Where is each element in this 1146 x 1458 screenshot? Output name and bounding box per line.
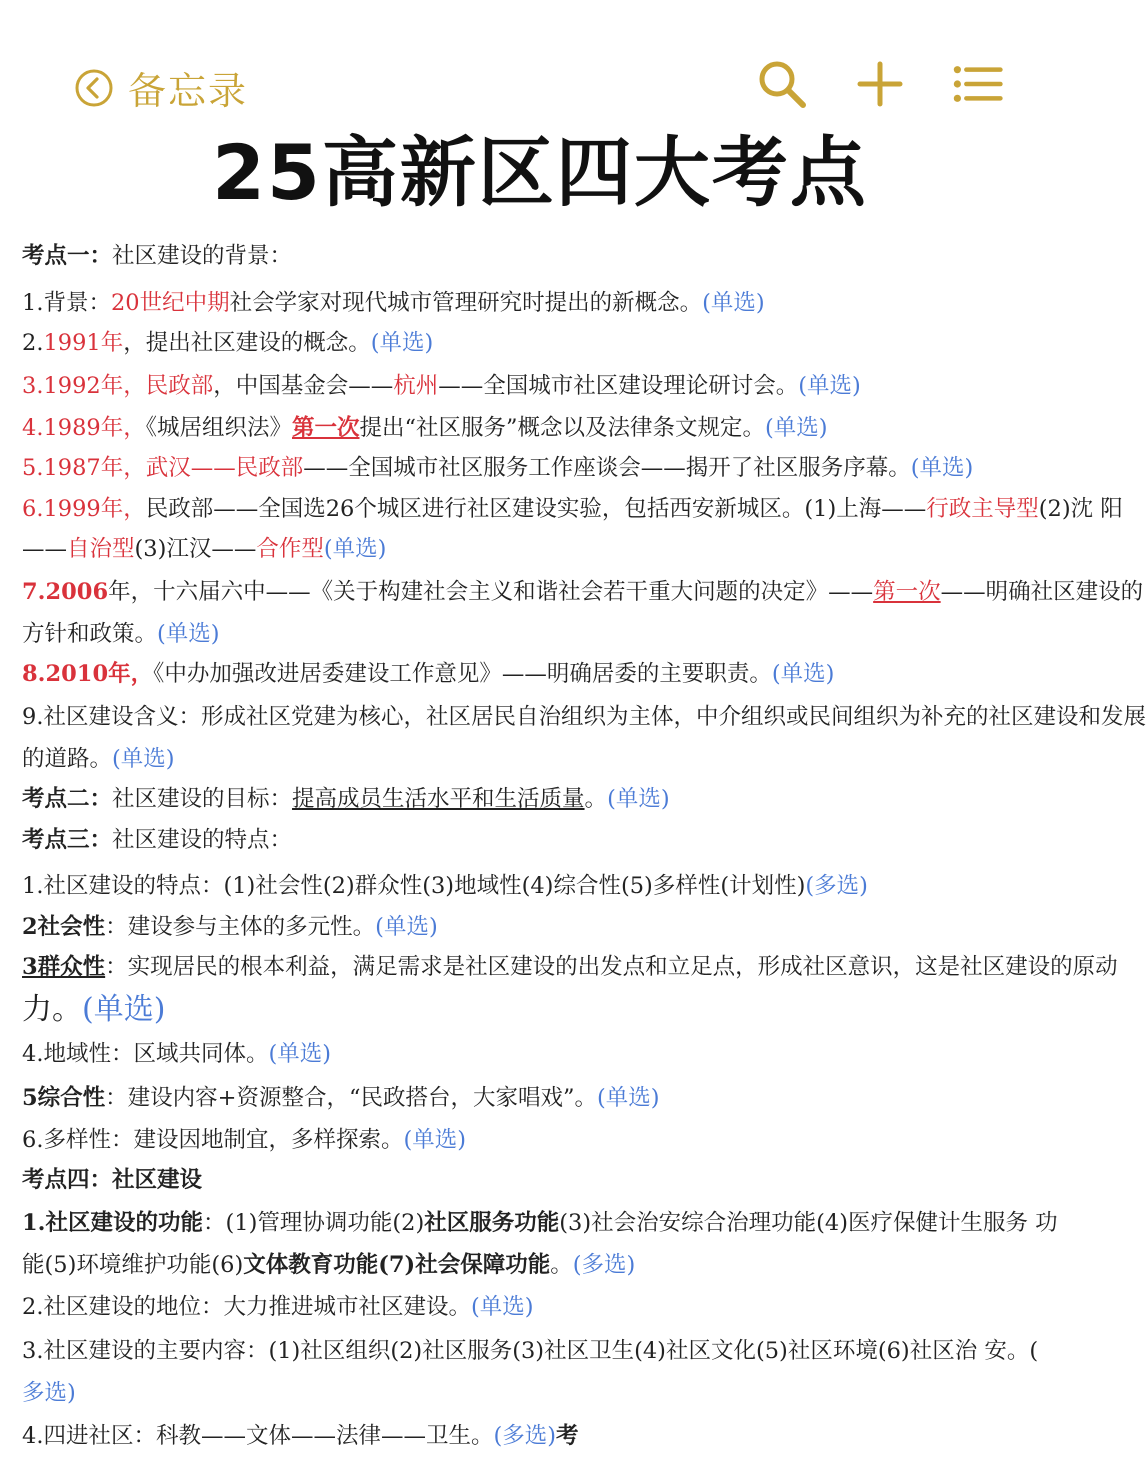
bold-term: 2社会性 — [22, 913, 106, 940]
line-text: ：(1)管理协调功能(2) — [203, 1209, 425, 1236]
point-line-continued — [22, 1245, 1067, 1286]
tag-single: (单选) — [112, 745, 175, 772]
section-3-heading — [22, 820, 1067, 861]
point-line — [22, 695, 1146, 739]
back-button[interactable] — [74, 60, 248, 115]
list-icon[interactable] — [952, 58, 1004, 110]
note-body — [22, 236, 1146, 1458]
search-icon[interactable] — [756, 58, 808, 110]
point-line-continued — [22, 988, 1067, 1032]
line-text: 《中办加强改进居委建设工作意见》——明确居委的主要职责。 — [153, 661, 772, 687]
circle-chevron-left-icon — [74, 68, 114, 108]
tag-single: (单选) — [607, 786, 670, 812]
highlight-red-underlined: 第一次 — [873, 578, 941, 605]
line-text: ：建设内容+资源整合，“民政搭台，大家唱戏”。 — [105, 1084, 598, 1111]
heading-text: 社区建设的特点： — [112, 826, 293, 853]
line-text: ——全国城市社区服务工作座谈会——揭开了社区服务序幕。 — [303, 455, 911, 481]
page-title: 25高新区四大考点 — [212, 128, 868, 217]
highlight-red: 6.1999年， — [22, 495, 146, 522]
point-line — [22, 654, 1067, 695]
heading-label: 考点一： — [22, 243, 113, 269]
tag-single: (单选) — [910, 455, 974, 481]
top-bar — [0, 0, 1080, 120]
tag-single: (单选) — [470, 1294, 534, 1320]
tag-single: (单选) — [157, 620, 220, 647]
highlight-red: 4.1989年， — [22, 414, 146, 441]
line-text: ：建设参与主体的多元性。 — [105, 913, 376, 940]
bold-term: 5综合性 — [22, 1084, 106, 1111]
line-text: 提出“社区服务”概念以及法律条文规定。 — [359, 414, 766, 441]
tag-single: (单选) — [268, 1040, 332, 1067]
line-text: (2)沈 阳 — [1038, 495, 1123, 522]
point-line — [22, 448, 1067, 489]
line-text: 方针和政策。 — [22, 620, 158, 647]
highlight-red: 合作型 — [256, 536, 324, 562]
line-text: 4.四进社区：科教——文体——法律——卫生。 — [22, 1422, 494, 1449]
highlight-red: 8.2010年， — [22, 661, 154, 687]
highlight-red: 5.1987年，武汉——民政部 — [22, 455, 304, 481]
tag-single: (单选) — [771, 661, 835, 687]
line-text: 1.社区建设的特点：(1)社会性(2)群众性(3)地域性(4)综合性(5)多样性(计划性) — [22, 873, 806, 899]
bold-term: 社区服务功能 — [424, 1209, 560, 1236]
line-text: —— — [22, 536, 67, 562]
tag-single: (单选) — [798, 372, 861, 399]
tag-single: (单选) — [597, 1084, 660, 1111]
tag-multi: (多选) — [493, 1422, 557, 1449]
point-line — [22, 1285, 1067, 1329]
point-line-continued — [22, 529, 1067, 570]
point-line — [22, 364, 1067, 408]
underlined-text: 提高成员生活水平和生活质量 — [292, 786, 585, 812]
point-line — [22, 323, 1067, 364]
highlight-red: 自治型 — [67, 536, 135, 562]
line-text: 考 — [556, 1422, 579, 1449]
tag-multi: (多选) — [805, 873, 868, 899]
tag-single: (单选) — [403, 1126, 467, 1153]
heading-text: 社区建设的背景： — [112, 243, 293, 269]
highlight-red-underlined: 第一次 — [292, 414, 360, 441]
line-text: 。 — [584, 786, 608, 812]
bold-term: 3群众性 — [22, 954, 106, 980]
highlight-red: 杭州 — [393, 372, 439, 399]
line-text: 民政部——全国选26个城区进行社区建设实验，包括西安新城区。(1)上海—— — [145, 495, 927, 522]
highlight-red: 行政主导型 — [926, 495, 1039, 522]
tag-single: (单选) — [323, 536, 387, 562]
point-line-continued — [22, 739, 1067, 780]
section-2-heading — [22, 779, 1067, 820]
tag-single: (单选) — [765, 414, 828, 441]
highlight-red: 3.1992年，民政部 — [22, 372, 214, 399]
point-line — [22, 489, 1123, 530]
section-4-heading: 考点四：社区建设 — [22, 1167, 203, 1193]
line-text: ——明确社区建设的 — [940, 578, 1144, 605]
line-text: 2.社区建设的地位：大力推进城市社区建设。 — [22, 1294, 471, 1320]
line-text: 9.社区建设含义：形成社区党建为核心，社区居民自治组织为主体，中介组织或民间组织为补充的社区建设和发展 — [22, 703, 1146, 730]
tag-multi: 多选) — [22, 1380, 76, 1406]
tag-single: (单选) — [375, 913, 438, 940]
point-line — [22, 866, 1067, 907]
line-text: 4.地域性：区域共同体。 — [22, 1040, 269, 1067]
line-text: 年，十六届六中——《关于构建社会主义和谐社会若干重大问题的决定》—— — [108, 578, 874, 605]
highlight-red: 7.2006 — [22, 578, 109, 605]
line-text: 社会学家对现代城市管理研究时提出的新概念。 — [229, 289, 703, 316]
line-text: 能(5)环境维护功能(6) — [22, 1251, 244, 1278]
bold-term: 1.社区建设的功能 — [22, 1209, 203, 1236]
line-text: (3)江汉—— — [134, 536, 257, 562]
line-text: 3.社区建设的主要内容：(1)社区组织(2)社区服务(3)社区卫生(4)社区文化(5)社区环境(6)社区治 安。( — [22, 1338, 1039, 1364]
heading-label: 考点三： — [22, 826, 113, 853]
line-text: ——全国城市社区建设理论研讨会。 — [438, 372, 799, 399]
point-line — [22, 907, 1067, 948]
tag-single: (单选) — [702, 289, 765, 316]
point-line — [22, 408, 1067, 449]
point-line — [22, 570, 1144, 614]
point-line-continued — [22, 614, 1067, 655]
tag-multi: (多选) — [572, 1251, 636, 1278]
line-text: 2. — [22, 330, 44, 356]
point-line — [22, 1329, 1067, 1373]
line-text: 6.多样性：建设因地制宜，多样探索。 — [22, 1126, 404, 1153]
section-1-heading — [22, 236, 1067, 277]
line-text: 。 — [550, 1251, 573, 1278]
point-line — [22, 1076, 1067, 1120]
point-line — [22, 1032, 1067, 1076]
point-line — [22, 947, 1118, 988]
back-label: 备忘录 — [128, 69, 249, 113]
toolbar-actions — [756, 58, 1004, 110]
highlight-red: 20世纪中期 — [110, 289, 230, 316]
tag-single: (单选) — [370, 330, 434, 356]
plus-icon[interactable] — [854, 58, 906, 110]
line-text: 《城居组织法》 — [145, 414, 292, 441]
point-line — [22, 1414, 1067, 1458]
line-text: ，中国基金会—— — [213, 372, 394, 399]
point-line — [22, 1201, 1067, 1245]
line-text: 的道路。 — [22, 745, 113, 772]
bold-term: 文体教育功能(7)社会保障功能 — [243, 1251, 551, 1278]
line-text: 力。 — [22, 991, 82, 1027]
heading-label: 考点二： — [22, 786, 113, 812]
line-text: ：实现居民的根本利益，满足需求是社区建设的出发点和立足点，形成社区意识，这是社区建设的原动 — [105, 954, 1118, 980]
line-text: 社区建设的目标： — [112, 786, 293, 812]
point-line — [22, 283, 1067, 324]
point-line — [22, 1120, 1067, 1161]
line-text: 1.背景： — [22, 289, 111, 316]
tag-single: (单选) — [82, 991, 166, 1027]
line-text: (3)社会治安综合治理功能(4)医疗保健计生服务 功 — [559, 1209, 1058, 1236]
highlight-red: 1991年 — [43, 330, 124, 356]
line-text: ，提出社区建设的概念。 — [123, 330, 371, 356]
point-line-continued — [22, 1373, 1067, 1414]
